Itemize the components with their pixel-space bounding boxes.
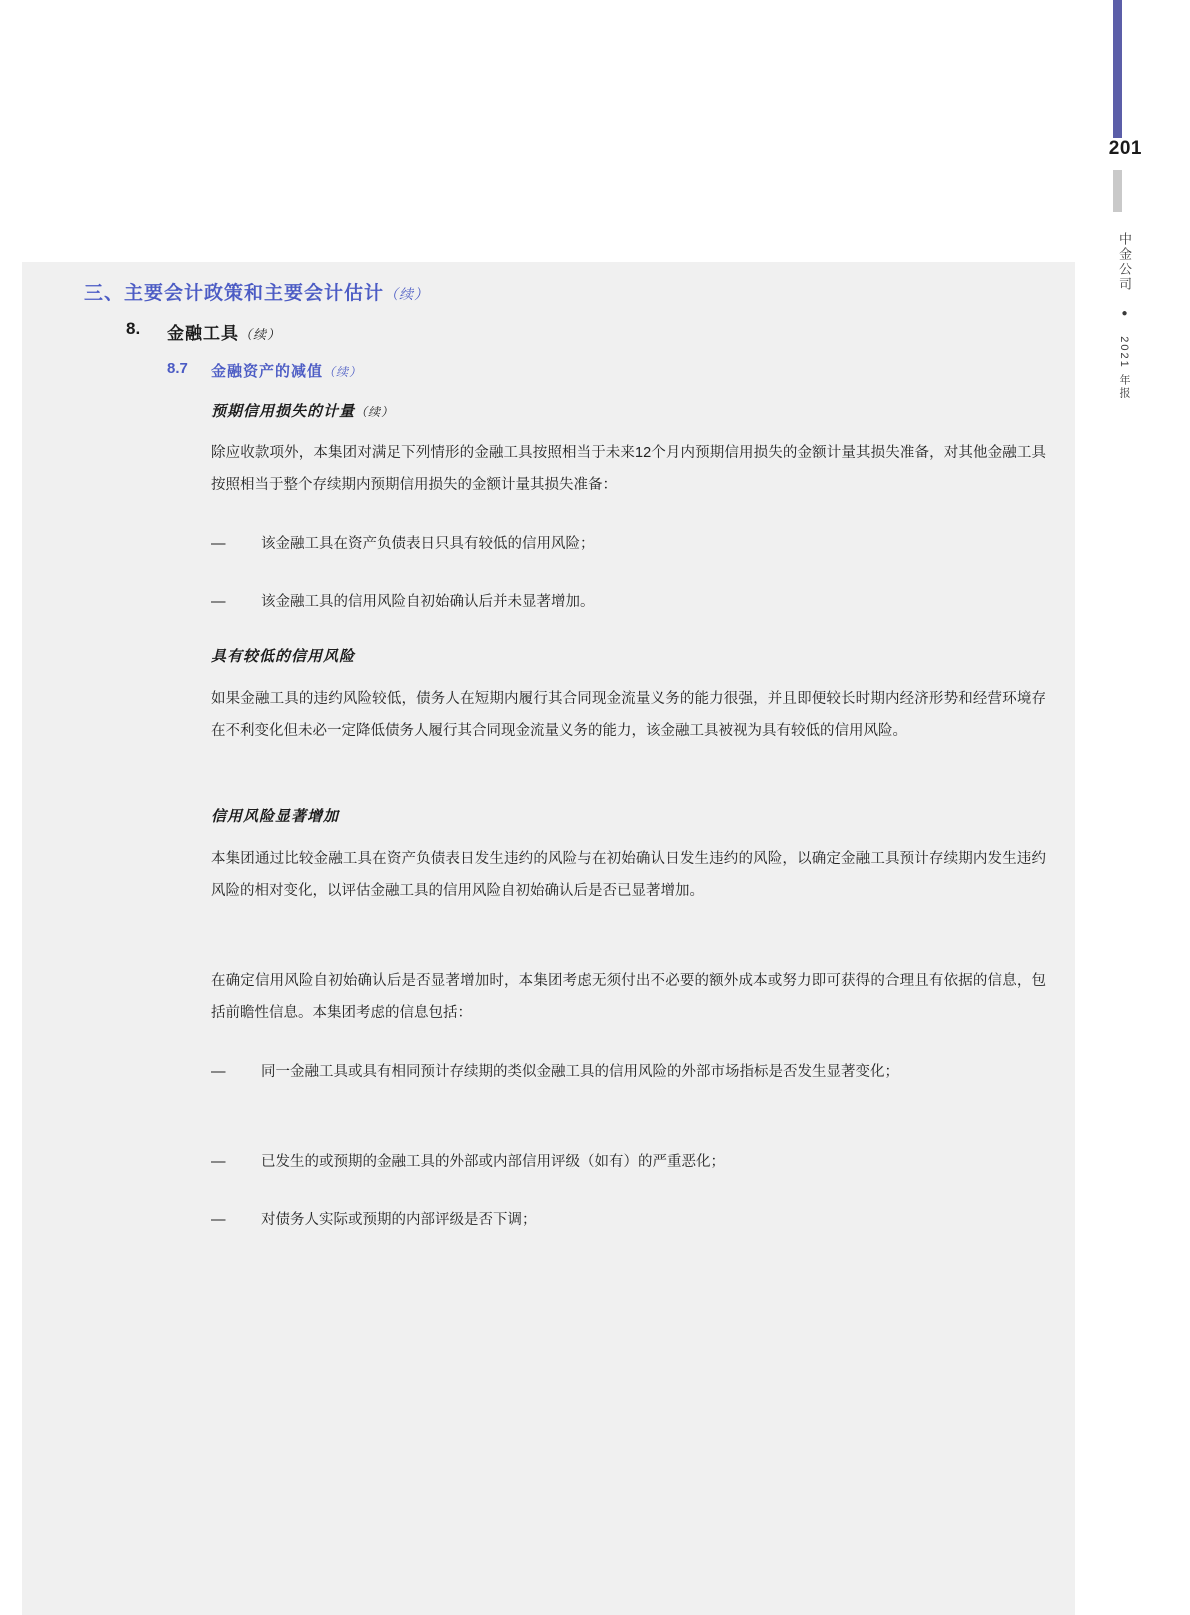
subsubsection-number: 8.7 (167, 360, 188, 377)
topic-heading-measurement (211, 400, 394, 421)
list-item (211, 528, 1046, 560)
bullet-dash: — (211, 1064, 226, 1080)
list-item (211, 586, 1046, 618)
paragraph-2: 如果金融工具的违约风险较低，债务人在短期内履行其合同现金流量义务的能力很强，并且即便较长时期内经济形势和经营环境存在不利变化但未必一定降低债务人履行其合同现金流量义务的能力，该金融工具被视为具有较低的信用风险。 (211, 691, 1046, 739)
list-item (211, 1056, 1046, 1088)
topic-heading-low-credit-risk (211, 645, 355, 666)
paragraph-1: 除应收款项外，本集团对满足下列情形的金融工具按照相当于未来12个月内预期信用损失的金额计量其损失准备，对其他金融工具按照相当于整个存续期内预期信用损失的金额计量其损失准备： (211, 445, 1046, 493)
list-item-text: 同一金融工具或具有相同预计存续期的类似金融工具的信用风险的外部市场指标是否发生显著变化； (261, 1064, 899, 1080)
subsubsection-heading (211, 360, 362, 381)
topic-heading-low-credit-risk-text: 具有较低的信用风险 (211, 648, 356, 665)
page-number: 201 (1108, 138, 1142, 159)
side-separator-dot: ● (1119, 307, 1130, 321)
section-heading-cont: （续） (384, 286, 430, 302)
side-year-label: 2021 年报 (1118, 336, 1130, 400)
bullet-dash: — (211, 1154, 226, 1170)
subsection-number: 8. (126, 319, 141, 338)
topic-heading-significant-increase-text: 信用风险显著增加 (211, 808, 340, 825)
subsubsection-heading-text: 金融资产的减值 (211, 363, 324, 380)
bullet-dash: — (211, 536, 226, 552)
subsubsection-heading-cont: （续） (323, 365, 363, 379)
topic-heading-measurement-text: 预期信用损失的计量 (211, 403, 356, 420)
subsection-heading-text: 金融工具 (167, 324, 239, 343)
paragraph-3: 本集团通过比较金融工具在资产负债表日发生违约的风险与在初始确认日发生违约的风险，以确定金融工具预计存续期内发生违约风险的相对变化，以评估金融工具的信用风险自初始确认后是否已显著增加。 (211, 851, 1046, 899)
side-running-header (1115, 232, 1134, 400)
bullet-dash: — (211, 1212, 226, 1228)
list-item-text: 该金融工具的信用风险自初始确认后并未显著增加。 (261, 594, 595, 610)
subsection-heading (167, 319, 281, 344)
bullet-dash: — (211, 594, 226, 610)
side-grey-bar (1113, 170, 1122, 212)
side-accent-bar (1113, 0, 1122, 138)
topic-heading-measurement-cont: （续） (355, 405, 395, 419)
paragraph-4: 在确定信用风险自初始确认后是否显著增加时，本集团考虑无须付出不必要的额外成本或努力即可获得的合理且有依据的信息，包括前瞻性信息。本集团考虑的信息包括： (211, 973, 1046, 1021)
list-item (211, 1146, 1046, 1178)
side-company-label: 中金公司 (1117, 232, 1132, 292)
list-item-text: 对债务人实际或预期的内部评级是否下调； (261, 1212, 537, 1228)
section-heading-text: 三、主要会计政策和主要会计估计 (84, 283, 385, 304)
subsection-heading-cont: （续） (239, 327, 282, 342)
section-heading (84, 278, 429, 305)
list-item (211, 1204, 1046, 1236)
topic-heading-significant-increase (211, 805, 339, 826)
list-item-text: 已发生的或预期的金融工具的外部或内部信用评级（如有）的严重恶化； (261, 1154, 725, 1170)
list-item-text: 该金融工具在资产负债表日只具有较低的信用风险； (261, 536, 595, 552)
